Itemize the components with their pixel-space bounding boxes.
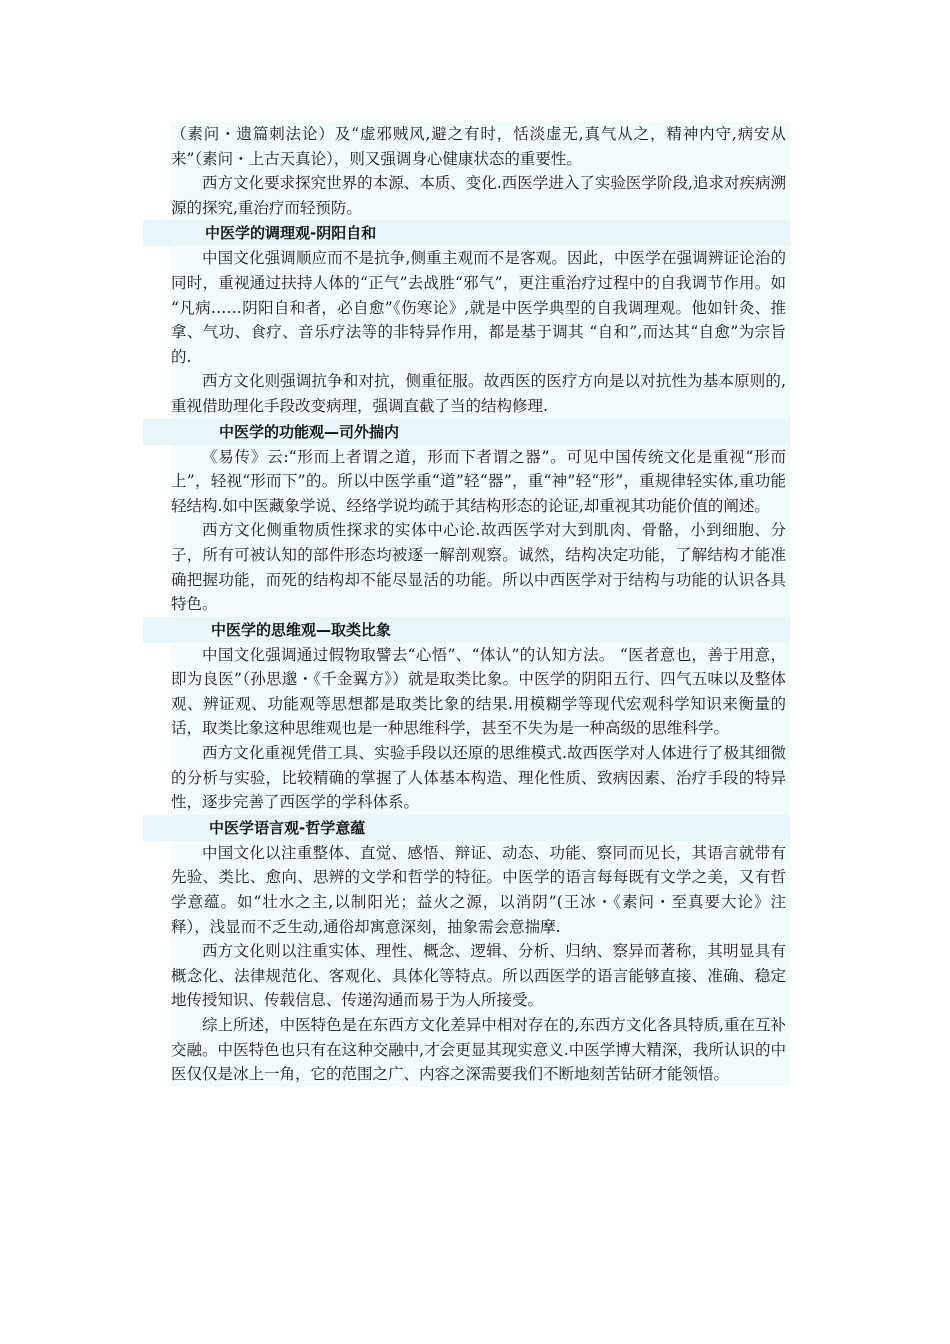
section-heading-row: [143, 419, 790, 445]
paragraph: 西方文化则以注重实体、理性、概念、逻辑、分析、归纳、察异而著称，其明显具有概念化、法律规范化、客观化、具体化等特点。所以西医学的语言能够直接、准确、稳定地传授知识、传载信息、传递沟通而易于为人所接受。: [171, 942, 786, 1010]
paragraph: （素问・遗篇刺法论）及“虚邪贼风,避之有时，恬淡虚无,真气从之，精神内守,病安从来”（素问・上古天真论），则又强调身心健康状态的重要性。: [171, 125, 786, 168]
paragraph: 西方文化要求探究世界的本源、本质、变化.西医学进入了实验医学阶段,追求对疾病溯源的探究,重治疗而轻预防。: [171, 174, 786, 217]
paragraph: 中国文化以注重整体、直觉、感悟、辩证、动态、功能、察同而见长，其语言就带有先验、类比、愈向、思辨的文学和哲学的特征。中医学的语言每每既有文学之美，又有哲学意蕴。如“壮水之主,以制阳光；益火之源，以消阴”(王冰・《素问・至真要大论》注释），浅显而不乏生动,通俗却寓意深刻，抽象需会意揣摩.: [171, 843, 786, 936]
section-heading-siwei: 中医学的思维观—取类比象: [211, 620, 392, 639]
paragraph: 西方文化重视凭借工具、实验手段以还原的思维模式.故西医学对人体进行了极其细微的分析与实验，比较精确的掌握了人体基本构造、理化性质、致病因素、治疗手段的特异性，逐步完善了西医学的学科体系。: [171, 744, 786, 812]
section-heading-row: [143, 815, 790, 841]
section-heading-gongneng: 中医学的功能观—司外揣内: [219, 422, 400, 441]
paragraph: 中国文化强调顺应而不是抗争,侧重主观而不是客观。因此，中医学在强调辨证论治的同时，重视通过扶持人体的“正气”去战胜“邪气”，更注重治疗过程中的自我调节作用。如 “凡病……阴阳自和者，必自愈”《伤寒论》,就是中医学典型的自我调理观。他如针灸、推拿、气功、食疗、音乐疗法等的非特异作用，都是基于调其 “自和”,而达其“自愈”为宗旨的.: [171, 249, 786, 366]
section-heading-tiaoli: 中医学的调理观-阴阳自和: [205, 224, 377, 243]
paragraph: 《易传》云:“形而上者谓之道，形而下者谓之器”。可见中国传统文化是重视“形而上”，轻视“形而下”的。所以中医学重“道”轻“器”，重“神”轻“形”，重规律轻实体,重功能轻结构.如中医藏象学说、经络学说均疏于其结构形态的论证,却重视其功能价值的阐述。: [171, 447, 786, 515]
paragraph: 西方文化侧重物质性探求的实体中心论.故西医学对大到肌肉、骨骼，小到细胞、分子，所有可被认知的部件形态均被逐一解剖观察。诚然，结构决定功能，了解结构才能准确把握功能，而死的结构却不能尽显活的功能。所以中西医学对于结构与功能的认识各具特色。: [171, 521, 786, 614]
paragraph: 中国文化强调通过假物取譬去“心悟”、“体认”的认知方法。 “医者意也，善于用意，即为良医”（孙思邈・《千金翼方》）就是取类比象。中医学的阴阳五行、四气五味以及整体观、辨证观、功能观等思想都是取类比象的结果.用模糊学等现代宏观科学知识来衡量的话，取类比象这种思维观也是一种思维科学，甚至不失为是一种高级的思维科学。: [171, 645, 786, 738]
section-heading-row: [143, 220, 790, 246]
document-body: [171, 122, 790, 1087]
section-heading-row: [143, 617, 790, 643]
paragraph: 西方文化则强调抗争和对抗，侧重征服。故西医的医疗方向是以对抗性为基本原则的,重视借助理化手段改变病理，强调直截了当的结构修理.: [171, 372, 786, 415]
section-heading-yuyan: 中医学语言观-哲学意蕴: [209, 818, 366, 837]
paragraph: 综上所述，中医特色是在东西方文化差异中相对存在的,东西方文化各具特质,重在互补交融。中医特色也只有在这种交融中,才会更显其现实意义.中医学博大精深，我所认识的中医仅仅是冰上一角，它的范围之广、内容之深需要我们不断地刻苦钻研才能领悟。: [171, 1016, 786, 1084]
